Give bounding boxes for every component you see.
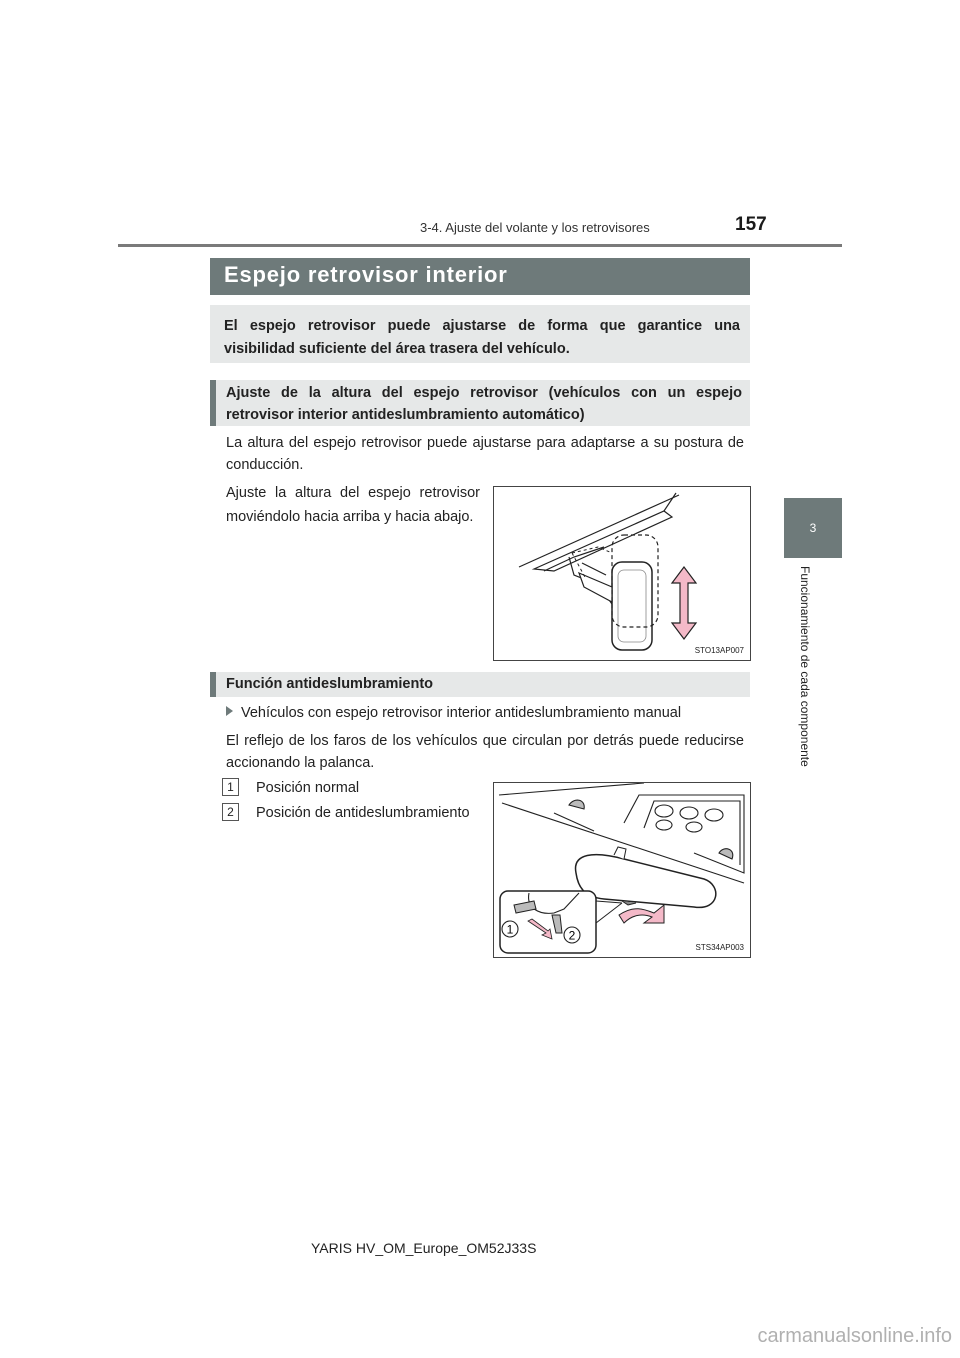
mirror-height-illustration: [494, 487, 750, 660]
page-number: 157: [735, 214, 767, 235]
list-item-label: Posición de antideslumbramiento: [256, 805, 470, 821]
chapter-tab: 3: [784, 498, 842, 558]
lever-arrow-icon: [619, 905, 664, 923]
figure-antiglare-lever: [493, 782, 751, 958]
subsection-heading-height: Ajuste de la altura del espejo retrovisor (vehículos con un espejo retrovisor interior antideslumbramiento automático): [210, 380, 750, 426]
bullet-text: Vehículos con espejo retrovisor interior antideslumbramiento manual: [241, 705, 682, 721]
section-reference: 3-4. Ajuste del volante y los retrovisores: [420, 220, 650, 235]
figure-code: STS34AP003: [695, 943, 744, 952]
list-item: [222, 803, 470, 821]
list-item: [222, 778, 359, 796]
paragraph-height-instruction: Ajuste la altura del espejo retrovisor moviéndolo hacia arriba y hacia abajo.: [226, 485, 480, 525]
bullet-manual-antiglare: [226, 705, 681, 721]
header-rule: [118, 244, 842, 247]
number-badge: 1: [222, 778, 239, 796]
chapter-title-vertical: Funcionamiento de cada componente: [798, 566, 812, 767]
paragraph-antiglare: El reflejo de los faros de los vehículos que circulan por detrás puede reducirse accionando la palanca.: [226, 733, 744, 771]
document-id: YARIS HV_OM_Europe_OM52J33S: [311, 1240, 537, 1256]
watermark: carmanualsonline.info: [757, 1325, 952, 1347]
triangle-bullet-icon: [226, 706, 233, 716]
figure-code: STO13AP007: [694, 646, 744, 655]
paragraph-height-intro: La altura del espejo retrovisor puede ajustarse para adaptarse a su postura de conducción.: [226, 435, 744, 473]
callout-1-label: 1: [506, 922, 514, 937]
section-title-bar: [210, 258, 750, 295]
section-title: Espejo retrovisor interior: [224, 262, 508, 287]
number-badge: 2: [222, 803, 239, 821]
list-item-label: Posición normal: [256, 780, 360, 796]
up-down-arrow-icon: [672, 567, 696, 639]
subsection-heading-antiglare: Función antideslumbramiento: [210, 672, 750, 697]
figure-mirror-height: [493, 486, 751, 661]
section-intro: El espejo retrovisor puede ajustarse de forma que garantice una visibilidad suficiente del área trasera del vehículo.: [210, 305, 750, 363]
callout-2-label: 2: [568, 928, 576, 943]
antiglare-lever-illustration: [494, 783, 750, 957]
